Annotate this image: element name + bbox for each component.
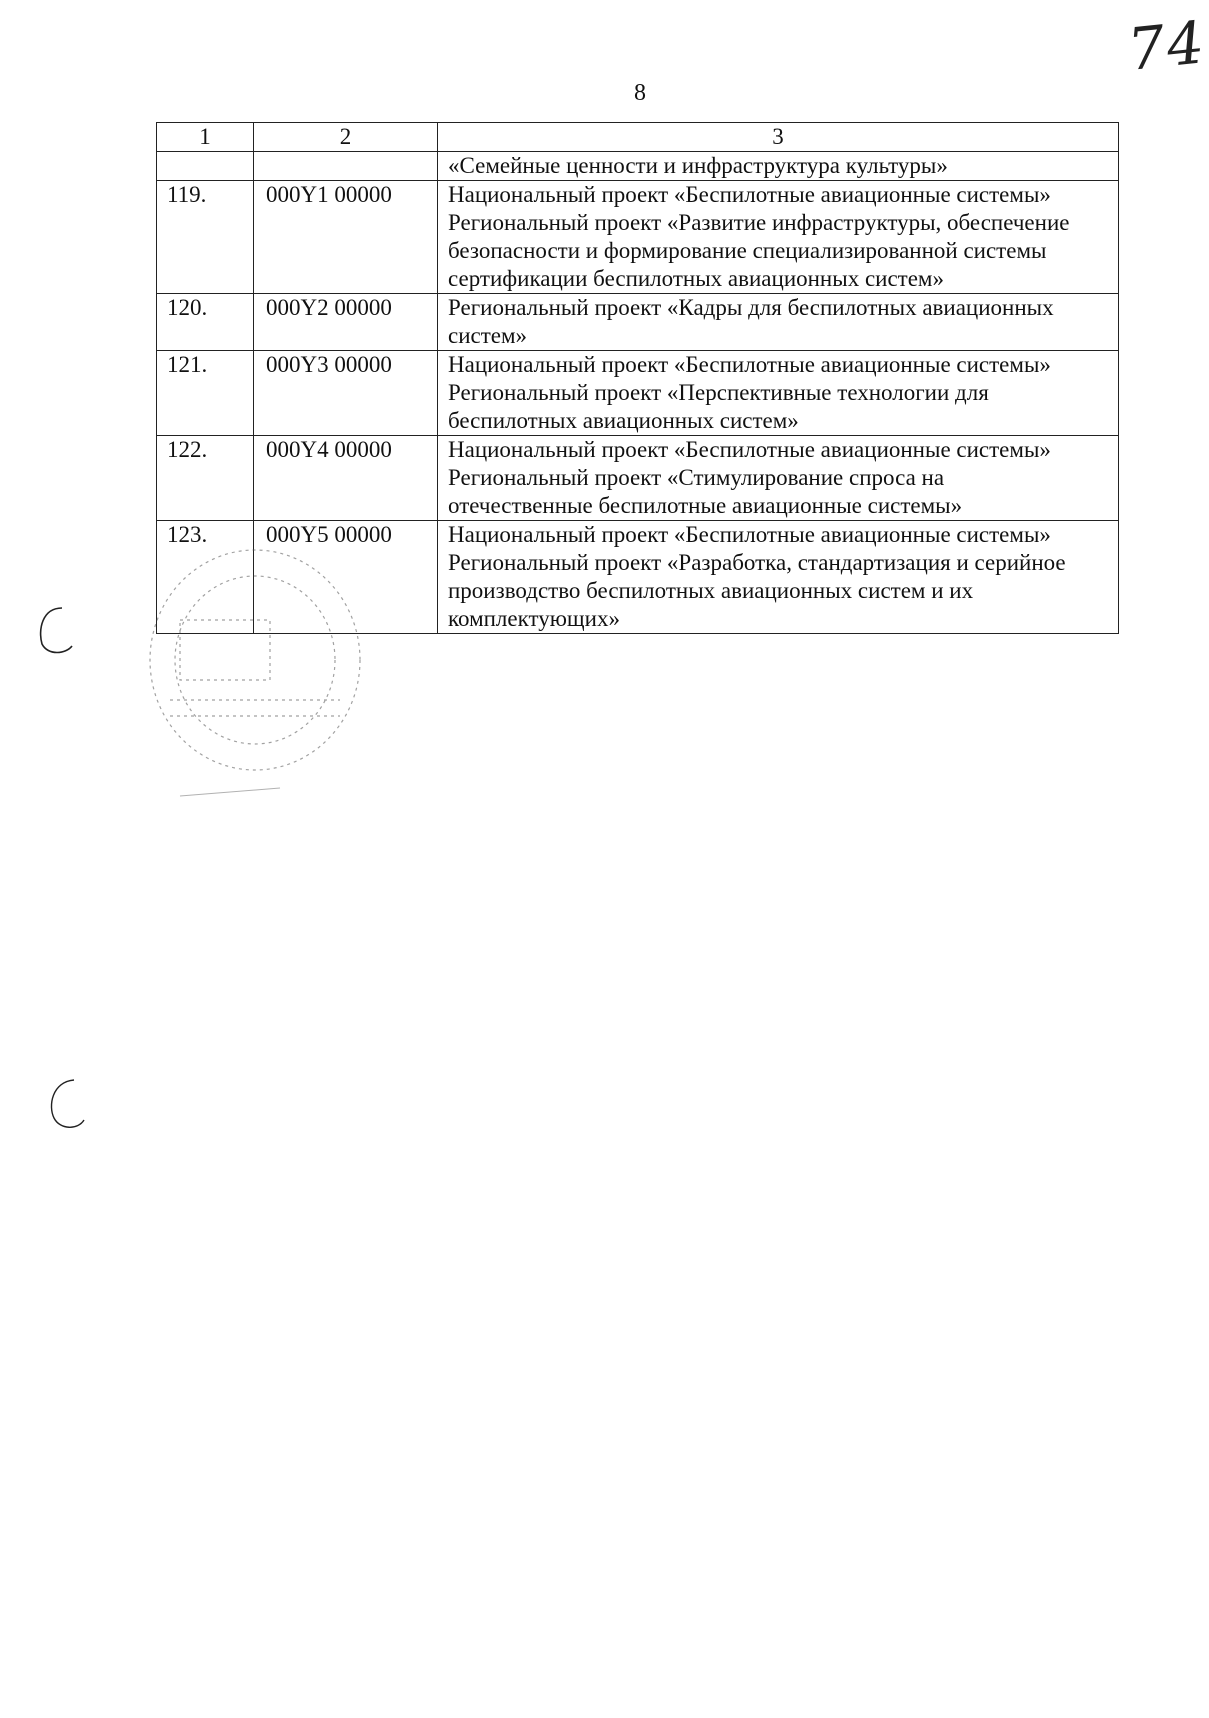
description-line: Региональный проект «Развитие инфраструктуры, обеспечение [448,210,1070,235]
page-number: 8 [634,80,646,106]
column-header-1: 1 [157,123,254,152]
column-header-3: 3 [438,123,1119,152]
binder-hole-top [32,600,76,660]
description-line: Национальный проект «Беспилотные авиационные системы» [448,437,1051,462]
table-row [157,436,1119,521]
row-number-cell: 123. [157,521,254,634]
row-number-cell: 121. [157,351,254,436]
description-line: безопасности и формирование специализированной системы [448,238,1047,263]
row-number-cell: 122. [157,436,254,521]
description-line: отечественные беспилотные авиационные системы» [448,493,963,518]
description-line: комплектующих» [448,606,620,631]
table-row [157,294,1119,351]
official-stamp [140,520,370,810]
description-line: Региональный проект «Стимулирование спроса на [448,465,945,490]
description-line: «Семейные ценности и инфраструктура культуры» [448,153,948,178]
row-number-cell: 119. [157,181,254,294]
column-header-2: 2 [254,123,438,152]
description-line: Национальный проект «Беспилотные авиационные системы» [448,522,1051,547]
project-description-cell [438,351,1119,436]
description-line: сертификации беспилотных авиационных систем» [448,266,944,291]
description-line: беспилотных авиационных систем» [448,408,799,433]
budget-code-cell [254,152,438,181]
description-line: Региональный проект «Кадры для беспилотных авиационных [448,295,1054,320]
table-row [157,351,1119,436]
budget-code-cell: 000Y1 00000 [254,181,438,294]
table-row [157,152,1119,181]
project-description-cell [438,436,1119,521]
description-line: Региональный проект «Разработка, стандартизация и серийное [448,550,1066,575]
description-line: Национальный проект «Беспилотные авиационные системы» [448,352,1051,377]
table-row [157,181,1119,294]
row-number-cell [157,152,254,181]
project-description-cell [438,181,1119,294]
budget-code-cell: 000Y3 00000 [254,351,438,436]
description-line: производство беспилотных авиационных систем и их [448,578,974,603]
description-line: Региональный проект «Перспективные технологии для [448,380,989,405]
project-description-cell [438,152,1119,181]
description-line: систем» [448,323,528,348]
budget-code-cell: 000Y5 00000 [254,521,438,634]
project-description-cell [438,521,1119,634]
description-line: Национальный проект «Беспилотные авиационные системы» [448,182,1051,207]
binder-hole-bottom [44,1074,88,1134]
handwritten-folio-number: 74 [1124,8,1209,84]
budget-code-cell: 000Y2 00000 [254,294,438,351]
row-number-cell: 120. [157,294,254,351]
budget-code-cell: 000Y4 00000 [254,436,438,521]
table-header-row [157,123,1119,152]
project-description-cell [438,294,1119,351]
